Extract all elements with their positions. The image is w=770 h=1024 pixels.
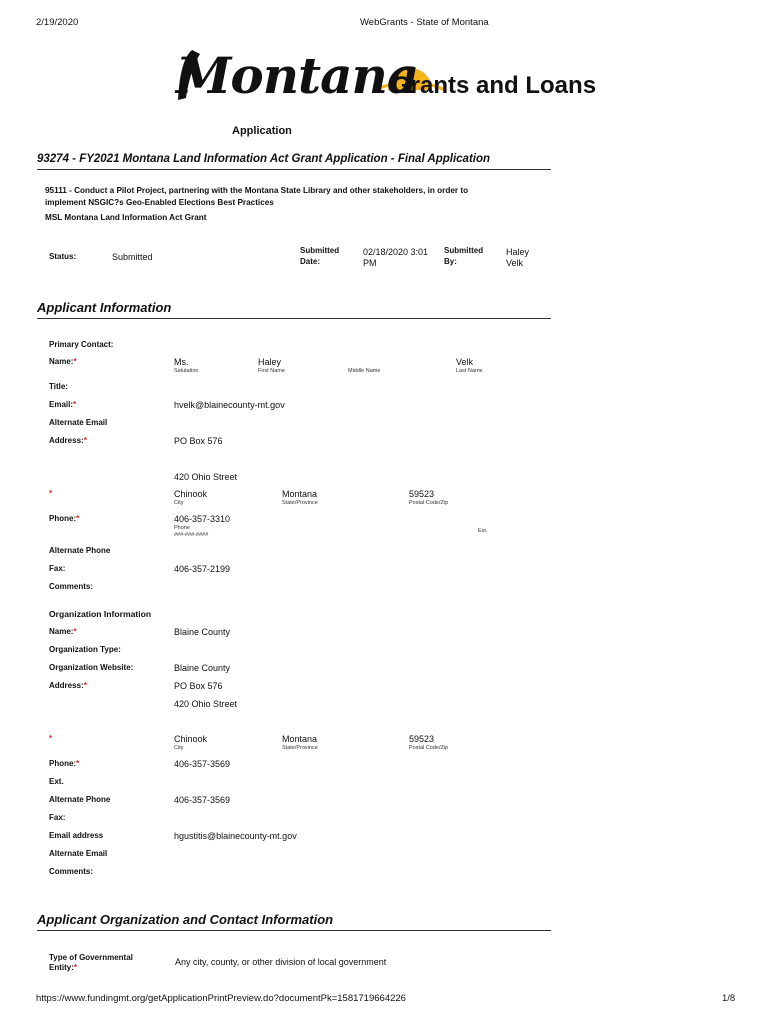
status-label: Status: bbox=[49, 252, 77, 261]
gov-type-value: Any city, county, or other division of local government bbox=[175, 957, 387, 967]
print-page-counter: 1/8 bbox=[722, 993, 736, 1004]
title-label: Title: bbox=[49, 382, 68, 391]
print-date: 2/19/2020 bbox=[36, 17, 79, 28]
first-name-sub: First Name bbox=[258, 368, 285, 374]
print-site-title: WebGrants - State of Montana bbox=[360, 17, 489, 28]
status-value: Submitted bbox=[112, 252, 153, 262]
org-city-required-mark: * bbox=[49, 734, 53, 743]
org-state-value: Montana bbox=[282, 734, 318, 744]
org-city-value: Chinook bbox=[174, 734, 208, 744]
fax-label: Fax: bbox=[49, 564, 66, 573]
org-name-label: Name:* bbox=[49, 627, 77, 636]
print-footer-url: https://www.fundingmt.org/getApplicationPrintPreview.do?documentPk=1581719664226 bbox=[36, 993, 406, 1004]
org-phone-value: 406-357-3569 bbox=[174, 759, 231, 769]
submitted-by-value-2: Velk bbox=[506, 258, 524, 268]
city-required-mark: * bbox=[49, 489, 53, 498]
alt-email-label: Alternate Email bbox=[49, 418, 108, 427]
middle-name-sub: Middle Name bbox=[348, 368, 381, 374]
address-line-2: 420 Ohio Street bbox=[174, 472, 238, 482]
gov-type-label-2: Entity:* bbox=[49, 963, 78, 972]
org-zip-sub: Postal Code/Zip bbox=[409, 745, 449, 751]
org-info-label: Organization Information bbox=[49, 609, 152, 619]
submitted-by-label-2: By: bbox=[444, 257, 457, 266]
submitted-by-label-1: Submitted bbox=[444, 246, 484, 255]
org-alt-phone-label: Alternate Phone bbox=[49, 795, 111, 804]
alt-phone-label: Alternate Phone bbox=[49, 546, 111, 555]
org-state-sub: State/Province bbox=[282, 745, 318, 751]
phone-value: 406-357-3310 bbox=[174, 514, 231, 524]
org-alt-phone-value: 406-357-3569 bbox=[174, 795, 231, 805]
zip-sub: Postal Code/Zip bbox=[409, 500, 449, 506]
first-name-value: Haley bbox=[258, 357, 282, 367]
org-address-label: Address:* bbox=[49, 681, 87, 690]
submitted-date-label-2: Date: bbox=[300, 257, 321, 266]
org-comments-label: Comments: bbox=[49, 867, 94, 876]
logo-script-word: Montana bbox=[176, 46, 419, 105]
submitted-date-value-2: PM bbox=[363, 258, 377, 268]
org-phone-label: Phone:* bbox=[49, 759, 80, 768]
primary-contact-label: Primary Contact: bbox=[49, 340, 114, 349]
submitted-by-value-1: Haley bbox=[506, 247, 530, 257]
address-line-1: PO Box 576 bbox=[174, 436, 223, 446]
submitted-date-value-1: 02/18/2020 3:01 bbox=[363, 247, 429, 257]
application-title: 93274 - FY2021 Montana Land Information Act Grant Application - Final Application bbox=[37, 153, 491, 165]
ext-sub: Ext. bbox=[478, 528, 488, 534]
address-label: Address:* bbox=[49, 436, 87, 445]
org-email-label: Email address bbox=[49, 831, 104, 840]
phone-label: Phone:* bbox=[49, 514, 80, 523]
submitted-date-label-1: Submitted bbox=[300, 246, 340, 255]
state-sub: State/Province bbox=[282, 500, 318, 506]
org-contact-rule bbox=[37, 930, 551, 931]
applicant-section-title: Applicant Information bbox=[37, 300, 172, 315]
last-name-sub: Last Name bbox=[456, 368, 483, 374]
org-fax-label: Fax: bbox=[49, 813, 66, 822]
montana-logo bbox=[170, 40, 620, 112]
phone-sub: Phone bbox=[174, 525, 190, 531]
org-address-line-2: 420 Ohio Street bbox=[174, 699, 238, 709]
page-heading: Application bbox=[232, 125, 292, 137]
org-zip-value: 59523 bbox=[409, 734, 435, 744]
org-website-value: Blaine County bbox=[174, 663, 231, 673]
org-contact-section-title: Applicant Organization and Contact Information bbox=[37, 912, 334, 927]
org-ext-label: Ext. bbox=[49, 777, 64, 786]
org-city-sub: City bbox=[174, 745, 184, 751]
org-address-line-1: PO Box 576 bbox=[174, 681, 223, 691]
org-email-value: hgustitis@blainecounty-mt.gov bbox=[174, 831, 297, 841]
program-name: MSL Montana Land Information Act Grant bbox=[45, 213, 207, 222]
comments-label: Comments: bbox=[49, 582, 94, 591]
gov-type-label-1: Type of Governmental bbox=[49, 953, 133, 962]
project-line-2: implement NSGIC?s Geo-Enabled Elections Best Practices bbox=[45, 198, 274, 207]
logo-tagline: Grants and Loans bbox=[392, 72, 597, 99]
email-value: hvelk@blainecounty-mt.gov bbox=[174, 400, 285, 410]
city-sub: City bbox=[174, 500, 184, 506]
email-label: Email:* bbox=[49, 400, 77, 409]
project-line-1: 95111 - Conduct a Pilot Project, partnering with the Montana State Library and other stakeholders, in order to bbox=[45, 186, 469, 195]
org-alt-email-label: Alternate Email bbox=[49, 849, 108, 858]
phone-format: ###-###-#### bbox=[174, 532, 209, 538]
fax-value: 406-357-2199 bbox=[174, 564, 231, 574]
name-label: Name:* bbox=[49, 357, 77, 366]
org-type-label: Organization Type: bbox=[49, 645, 121, 654]
org-name-value: Blaine County bbox=[174, 627, 231, 637]
title-rule bbox=[37, 169, 551, 170]
zip-value: 59523 bbox=[409, 489, 435, 499]
last-name-value: Velk bbox=[456, 357, 474, 367]
city-value: Chinook bbox=[174, 489, 208, 499]
state-value: Montana bbox=[282, 489, 318, 499]
org-website-label: Organization Website: bbox=[49, 663, 134, 672]
applicant-rule bbox=[37, 318, 551, 319]
salutation-value: Ms. bbox=[174, 357, 189, 367]
salutation-sub: Salutation bbox=[174, 368, 199, 374]
